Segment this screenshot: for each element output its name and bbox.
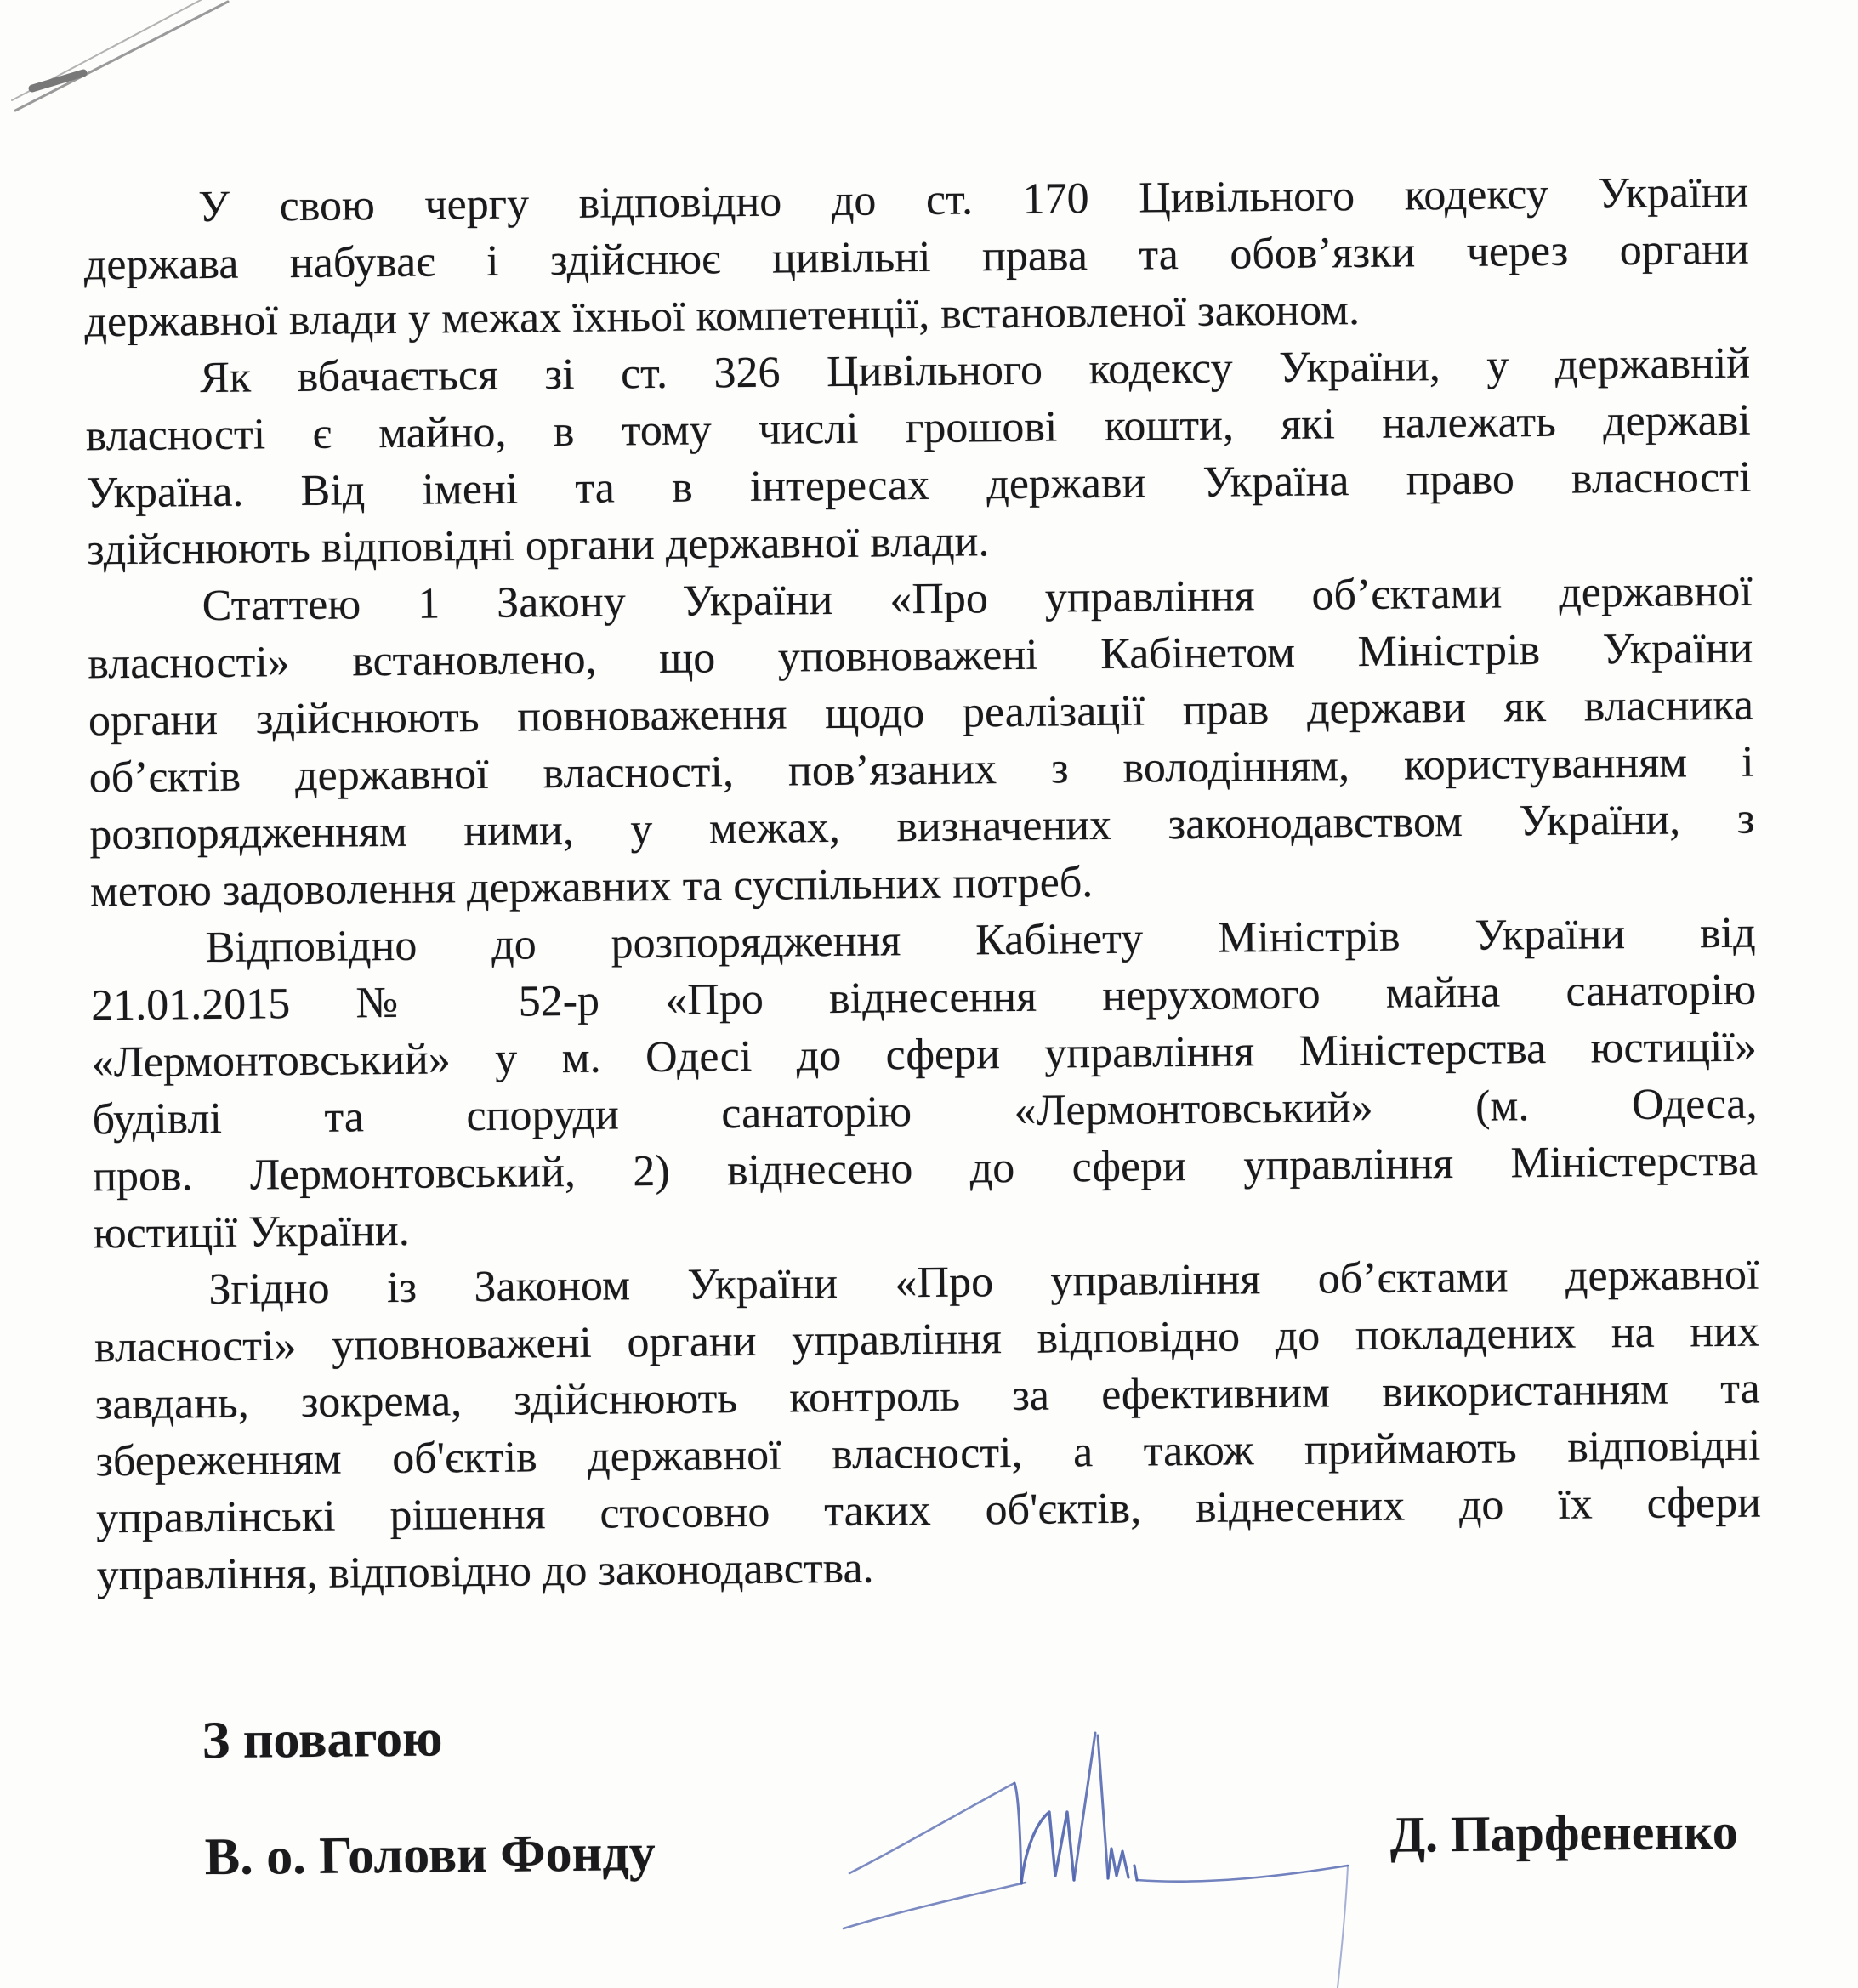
paragraph — [87, 563, 1755, 921]
paragraph — [90, 905, 1759, 1263]
text-line: державної влади у межах їхньої компетенції, встановленої законом. — [84, 286, 1361, 347]
text-line: юстиції України. — [93, 1206, 410, 1258]
text-line: Україна. Від імені та в інтересах держави Україна право власності — [86, 452, 1752, 518]
text-line: Згідно із Законом України «Про управління об’єктами державної — [208, 1250, 1759, 1315]
text-line: управління, відповідно до законодавства. — [96, 1543, 874, 1600]
paragraph — [83, 164, 1750, 351]
text-line: держава набуває і здійснює цивільні права та обов’язки через органи — [83, 224, 1750, 290]
text-line: власності є майно, в тому числі грошові кошти, які належать державі — [85, 395, 1751, 461]
text-line: «Лермонтовський» у м. Одесі до сфери управління Міністерства юстиції» — [91, 1022, 1758, 1088]
text-line: власності» встановлено, що уповноважені Кабінетом Міністрів України — [88, 623, 1753, 689]
text-line: метою задоволення державних та суспільних потреб. — [89, 858, 1094, 917]
text-line: 21.01.2015 № 52-р «Про віднесення нерухомого майна санаторію — [90, 965, 1757, 1031]
text-line: збереженням об'єктів державної власності, а також приймають відповідні — [95, 1421, 1761, 1486]
paragraph — [85, 335, 1752, 579]
signer-name: Д. Парфененко — [1389, 1803, 1738, 1863]
text-line: будівлі та споруди санаторію «Лермонтовський» (м. Одеса, — [92, 1079, 1758, 1145]
text-line: У свою чергу відповідно до ст. 170 Цивільного кодексу України — [197, 168, 1749, 232]
signer-title: В. о. Голови Фонду — [204, 1824, 656, 1887]
text-line: Статтею 1 Закону України «Про управління об’єктами державної — [202, 566, 1753, 631]
closing-salutation: З повагою — [202, 1709, 443, 1770]
letter-paragraphs — [83, 164, 1762, 1605]
letter-body — [83, 164, 1765, 1974]
text-line: розпорядженням ними, у межах, визначених законодавством України, з — [89, 794, 1755, 860]
text-line: органи здійснюють повноваження щодо реалізації прав держави як власника — [88, 680, 1754, 746]
text-line: власності» уповноважені органи управління відповідно до покладених на них — [94, 1307, 1760, 1372]
paragraph — [94, 1247, 1762, 1605]
text-line: пров. Лермонтовський, 2) віднесено до сфери управління Міністерства — [92, 1136, 1759, 1201]
text-line: завдань, зокрема, здійснюють контроль за ефективним використанням та — [94, 1364, 1760, 1429]
text-line: здійснюють відповідні органи державної влади. — [86, 517, 990, 575]
text-line: Відповідно до розпорядження Кабінету Міністрів України від — [205, 908, 1756, 973]
text-line: управлінські рішення стосовно таких об'єктів, віднесених до їх сфери — [95, 1478, 1762, 1543]
text-line: Як вбачається зі ст. 326 Цивільного кодексу України, у державній — [199, 338, 1751, 403]
text-line: об’єктів державної власності, пов’язаних з володінням, користуванням і — [88, 737, 1754, 803]
